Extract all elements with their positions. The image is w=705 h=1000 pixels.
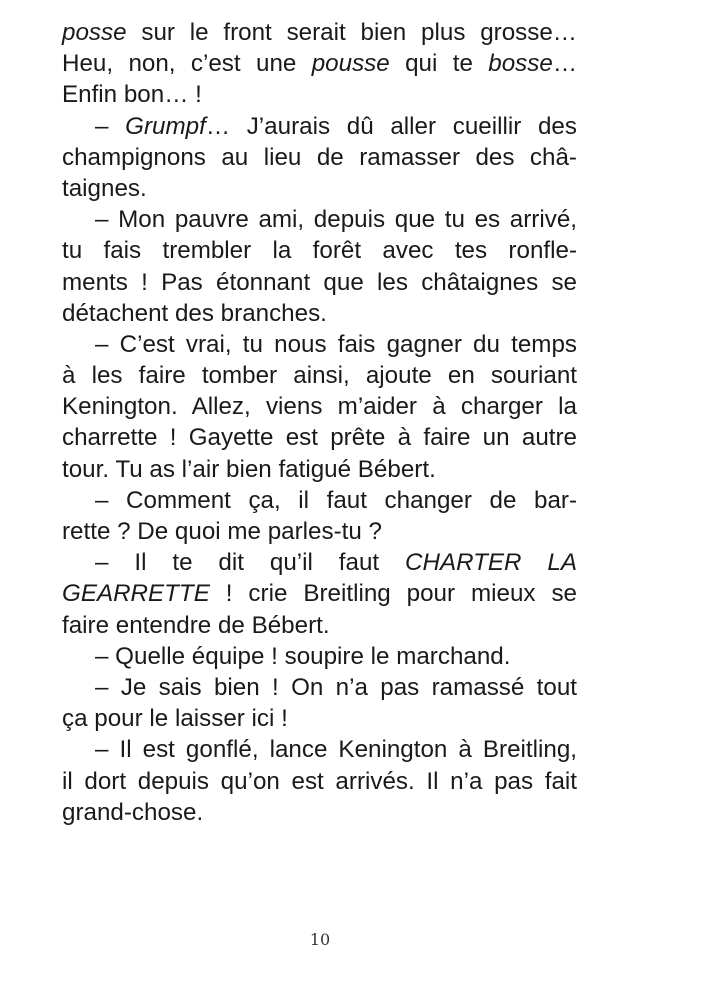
- text-segment: Heu, non, c’est une: [62, 50, 312, 78]
- text-line: [62, 734, 577, 765]
- text-line: [62, 516, 577, 547]
- text-line: [62, 235, 577, 266]
- text-line: [62, 797, 577, 828]
- text-segment: – Mon pauvre ami, depuis que tu es arrivé,: [95, 206, 577, 234]
- text-segment: champignons au lieu de ramasser des châ-: [62, 143, 577, 171]
- text-segment: taignes.: [62, 174, 147, 202]
- italic-text-segment: Grumpf: [125, 112, 206, 140]
- text-line: [62, 766, 577, 797]
- text-segment: charrette ! Gayette est prête à faire un autre: [62, 424, 577, 452]
- text-segment: faire entendre de Bébert.: [62, 611, 330, 639]
- text-line: [62, 578, 577, 609]
- text-line: [62, 703, 577, 734]
- text-line: [62, 547, 577, 578]
- text-segment: Enfin bon… !: [62, 81, 202, 109]
- italic-text-segment: pousse: [311, 50, 390, 78]
- text-segment: ments ! Pas étonnant que les châtaignes se: [62, 268, 577, 296]
- text-segment: qui te: [389, 50, 489, 78]
- text-segment: sur le front serait bien plus grosse…: [126, 19, 577, 46]
- text-segment: à les faire tomber ainsi, ajoute en souriant: [62, 362, 577, 390]
- text-line: [62, 267, 577, 298]
- text-segment: – Il te dit qu’il faut: [95, 549, 406, 577]
- text-segment: …: [552, 50, 577, 78]
- text-line: [62, 79, 577, 110]
- text-segment: Kenington. Allez, viens m’aider à charger la: [62, 393, 577, 421]
- text-line: [62, 610, 577, 641]
- text-line: [62, 111, 577, 142]
- text-line: [62, 454, 577, 485]
- text-segment: – Comment ça, il faut changer de bar-: [95, 486, 577, 514]
- text-line: [62, 360, 577, 391]
- text-segment: grand-chose.: [62, 798, 204, 826]
- italic-text-segment: CHARTER LA: [405, 549, 578, 577]
- text-line: [62, 48, 577, 79]
- text-line: [62, 641, 577, 672]
- text-segment: tu fais trembler la forêt avec tes ronfle-: [62, 237, 577, 265]
- page-number: 10: [309, 930, 331, 949]
- text-segment: rette ? De quoi me parles-tu ?: [62, 518, 382, 545]
- text-segment: détachent des branches.: [62, 299, 327, 327]
- text-segment: ça pour le laisser ici !: [62, 705, 288, 733]
- text-segment: tour. Tu as l’air bien fatigué Bébert.: [62, 455, 436, 483]
- text-line: [62, 142, 577, 173]
- text-line: [62, 391, 577, 422]
- body-text: [62, 17, 577, 828]
- text-line: [62, 17, 577, 48]
- text-segment: il dort depuis qu’on est arrivés. Il n’a pas fait: [62, 767, 577, 795]
- text-line: [62, 422, 577, 453]
- text-line: [62, 329, 577, 360]
- text-line: [62, 173, 577, 204]
- text-segment: – Je sais bien ! On n’a pas ramassé tout: [95, 673, 577, 701]
- text-segment: – Il est gonflé, lance Kenington à Breitling,: [95, 736, 577, 764]
- text-line: [62, 298, 577, 329]
- text-segment: … J’aurais dû aller cueillir des: [205, 112, 577, 140]
- text-line: [62, 204, 577, 235]
- italic-text-segment: GEARRETTE: [62, 580, 210, 608]
- text-segment: ! crie Breitling pour mieux se: [209, 580, 577, 608]
- text-segment: – C’est vrai, tu nous fais gagner du temps: [95, 330, 577, 358]
- text-segment: – Quelle équipe ! soupire le marchand.: [95, 642, 511, 670]
- text-line: [62, 672, 577, 703]
- text-segment: –: [95, 112, 126, 140]
- italic-text-segment: posse: [62, 19, 127, 46]
- italic-text-segment: bosse: [488, 50, 553, 78]
- text-line: [62, 485, 577, 516]
